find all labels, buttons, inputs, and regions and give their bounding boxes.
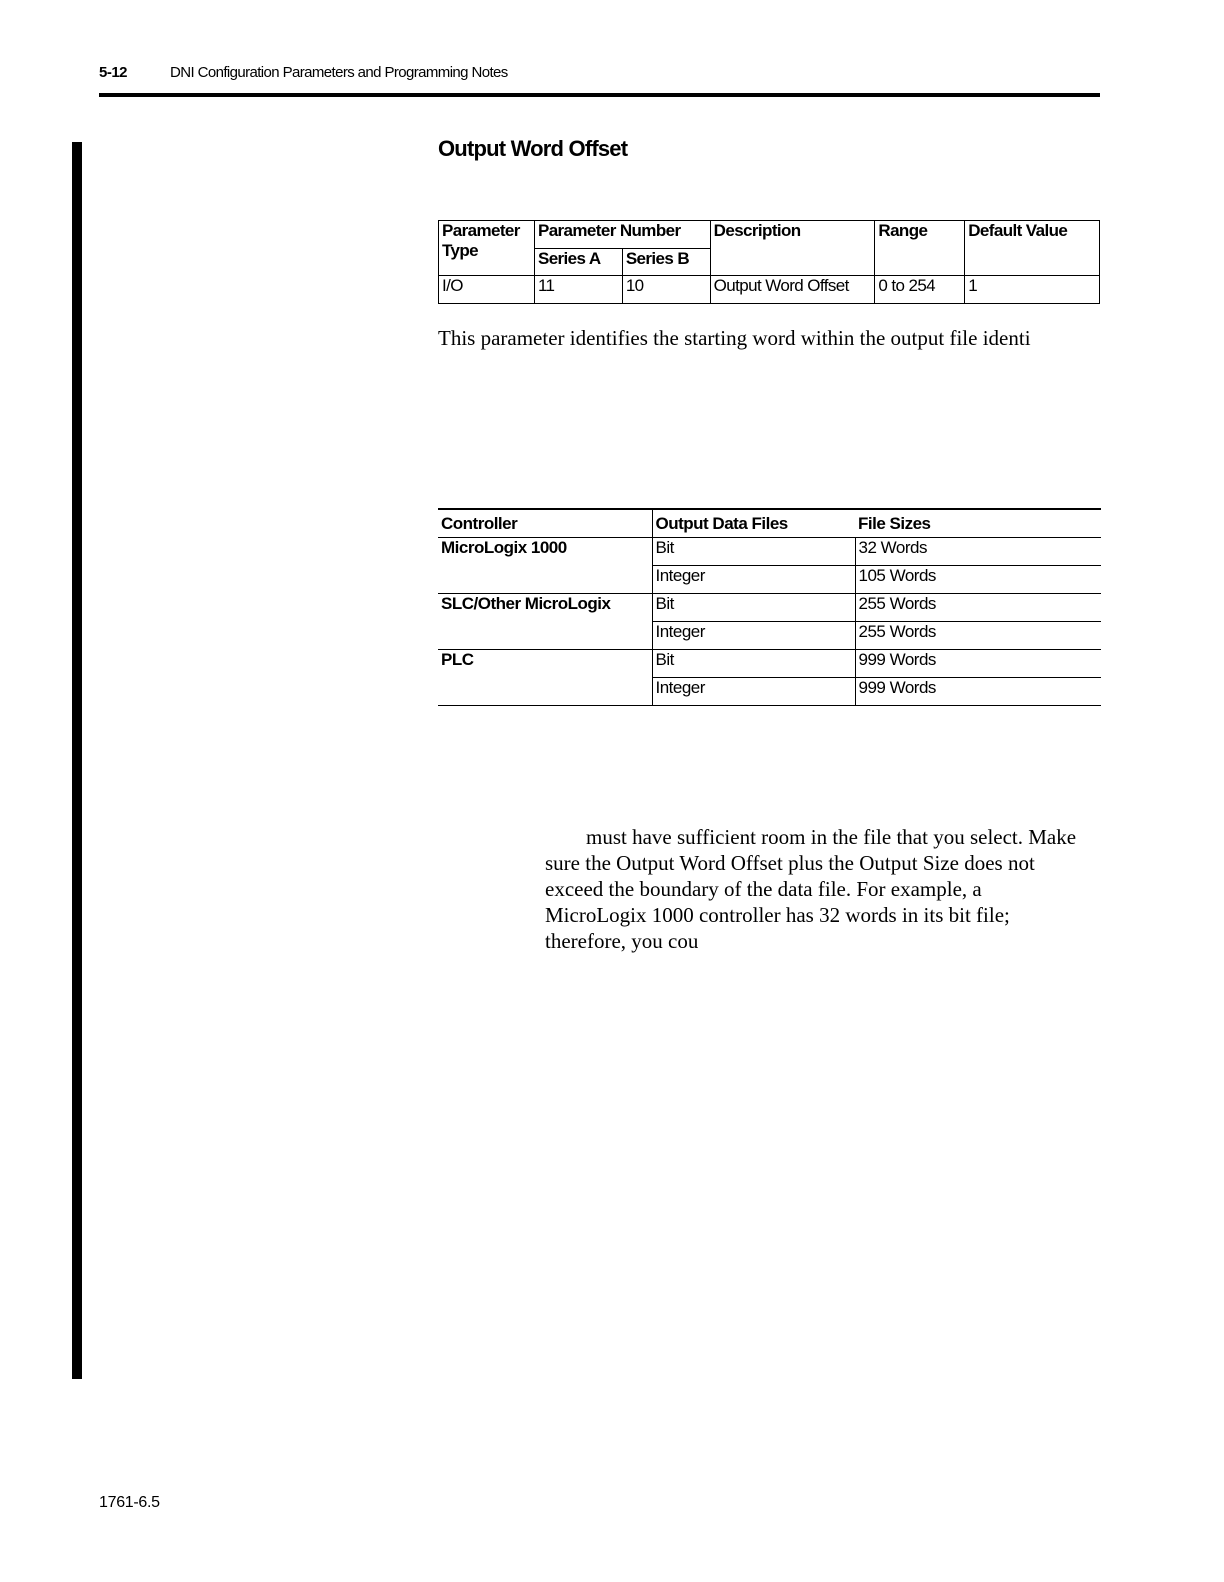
- controller-table: [438, 508, 1101, 706]
- cell-size: 999 Words: [855, 650, 1101, 678]
- paragraph-line: sure the Output Word Offset plus the Output Size does not: [545, 851, 1035, 875]
- table-row: [438, 678, 1101, 706]
- cell-size: 32 Words: [855, 538, 1101, 566]
- header-parameter-type: Parameter Type: [439, 221, 535, 276]
- header-file-sizes: File Sizes: [855, 509, 1101, 538]
- cell-size: 999 Words: [855, 678, 1101, 706]
- cell-controller: [438, 566, 652, 594]
- header-series-a: Series A: [534, 249, 622, 276]
- cell-controller: [438, 622, 652, 650]
- table-row: [438, 594, 1101, 622]
- cell-file: Integer: [652, 622, 855, 650]
- paragraph-line: must have sufficient room in the file that you select. Make: [586, 825, 1077, 849]
- running-header-title: DNI Configuration Parameters and Programming Notes: [170, 64, 508, 81]
- header-controller: Controller: [438, 509, 652, 538]
- cell-file: Bit: [652, 594, 855, 622]
- table-row: [438, 538, 1101, 566]
- page-number: 5-12: [99, 64, 128, 81]
- header-rule: [99, 93, 1100, 97]
- cell-parameter-type: I/O: [439, 276, 535, 304]
- table-row: [438, 622, 1101, 650]
- cell-file: Integer: [652, 678, 855, 706]
- cell-controller: PLC: [441, 650, 474, 669]
- table-row: [438, 650, 1101, 678]
- paragraph-line: therefore, you cou: [545, 929, 699, 953]
- header-default-value: Default Value: [965, 221, 1100, 276]
- section-title: Output Word Offset: [438, 136, 628, 161]
- body-paragraph-1: This parameter identifies the starting word within the output file identi: [438, 326, 1031, 350]
- header-range: Range: [875, 221, 965, 276]
- cell-size: 105 Words: [855, 566, 1101, 594]
- cell-file: Integer: [652, 566, 855, 594]
- cell-range: 0 to 254: [875, 276, 965, 304]
- change-bar: [72, 142, 82, 1379]
- cell-controller: [438, 678, 652, 706]
- paragraph-line: MicroLogix 1000 controller has 32 words in its bit file;: [545, 903, 1010, 927]
- cell-series-b: 10: [622, 276, 710, 304]
- header-output-data-files: Output Data Files: [652, 509, 855, 538]
- param-data-row: [439, 276, 1100, 304]
- header-parameter-number: Parameter Number: [534, 221, 710, 249]
- parameter-table: [438, 220, 1100, 304]
- cell-controller: SLC/Other MicroLogix: [441, 594, 611, 613]
- paragraph-line: exceed the boundary of the data file. For example, a: [545, 877, 982, 901]
- cell-size: 255 Words: [855, 622, 1101, 650]
- header-description: Description: [710, 221, 875, 276]
- header-series-b: Series B: [622, 249, 710, 276]
- cell-description: Output Word Offset: [710, 276, 875, 304]
- cell-size: 255 Words: [855, 594, 1101, 622]
- cell-default-value: 1: [965, 276, 1100, 304]
- cell-series-a: 11: [534, 276, 622, 304]
- body-paragraph-2: [545, 824, 1105, 954]
- table-row: [438, 566, 1101, 594]
- footer-doc-number: 1761-6.5: [99, 1494, 160, 1511]
- cell-controller: MicroLogix 1000: [441, 538, 567, 557]
- param-header-row: [439, 221, 1100, 249]
- cell-file: Bit: [652, 650, 855, 678]
- cell-file: Bit: [652, 538, 855, 566]
- controller-header-row: [438, 509, 1101, 538]
